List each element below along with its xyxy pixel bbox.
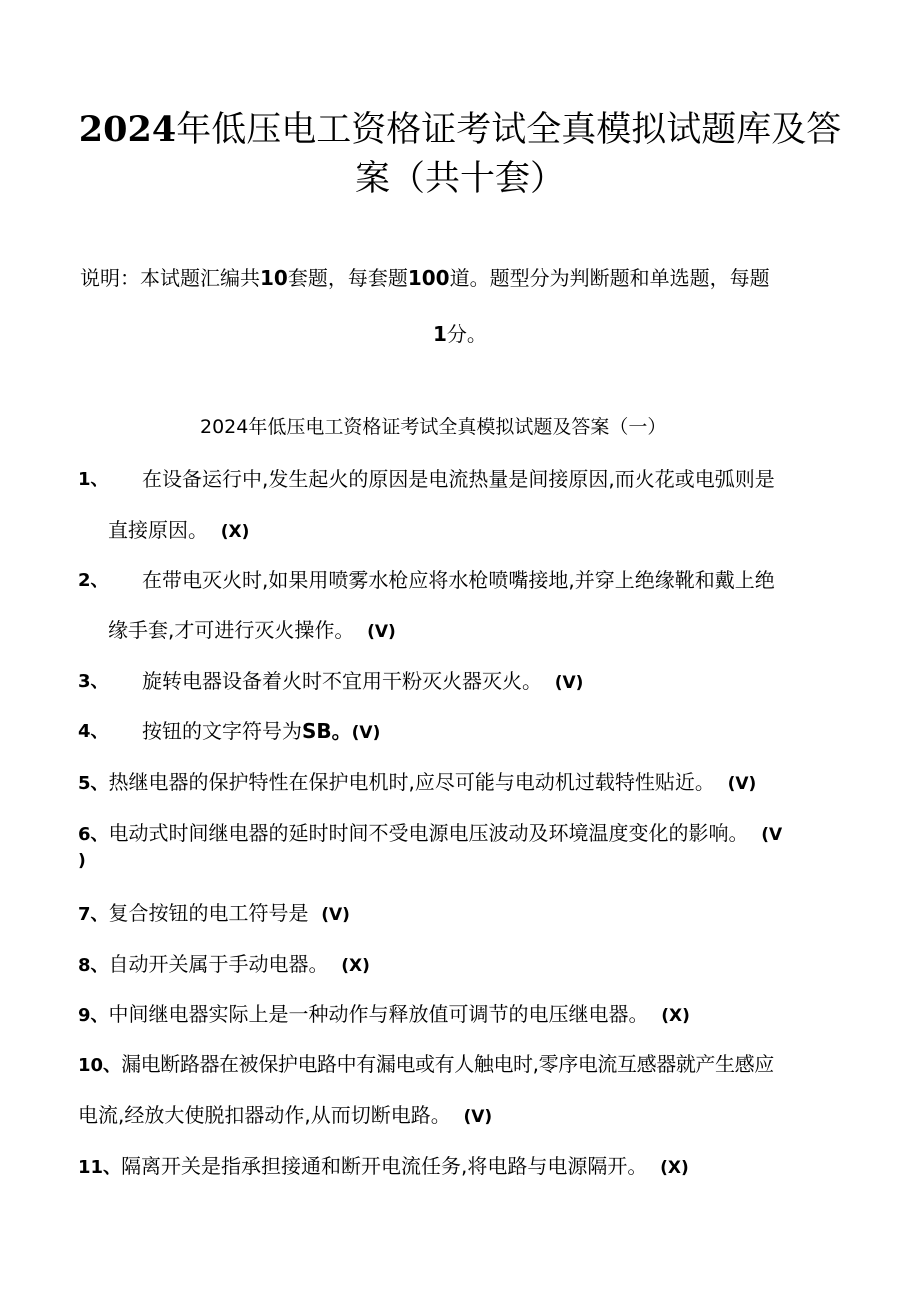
answer-mark: (X): [341, 956, 370, 976]
question-text-cont: 电流,经放大使脱扣器动作,从而切断电路。 (V): [78, 1103, 493, 1127]
title-text: 年低压电工资格证考试全真模拟试题库及答: [176, 110, 842, 150]
answer-mark: (X): [660, 1158, 689, 1178]
question-text: 漏电断路器在被保护电路中有漏电或有人触电时,零序电流互感器就产生感应: [121, 1052, 774, 1076]
document-title-line-1: [0, 109, 920, 150]
question-number: 8、: [78, 955, 109, 976]
question-text: 自动开关属于手动电器。: [108, 952, 329, 976]
question-line: [78, 1156, 689, 1177]
question-number: 4、: [78, 721, 109, 742]
question-text-cont: 缘手套,才可进行灭火操作。 (V): [108, 618, 396, 642]
question-text: 电动式时间继电器的延时时间不受电源电压波动及环境温度变化的影响。: [108, 821, 749, 845]
intro-line-1: 说明：本试题汇编共10套题，每套题100道。题型分为判断题和单选题，每题: [80, 266, 770, 290]
answer-mark: (V): [554, 673, 584, 693]
question-line: [78, 823, 782, 844]
question-text: 旋转电器设备着火时不宜用干粉灭火器灭火。 (V): [142, 669, 584, 693]
answer-mark: (V: [761, 825, 783, 845]
question-text: 热继电器的保护特性在保护电机时,应尽可能与电动机过载特性贴近。: [108, 770, 715, 794]
question-line: [78, 1054, 774, 1075]
question-number: 2、: [78, 570, 109, 591]
answer-mark: (V): [367, 622, 396, 642]
answer-mark: (V): [321, 905, 350, 925]
intro-sets: 10: [260, 266, 288, 290]
question-text: 复合按钮的电工符号是: [108, 901, 309, 925]
title-year: 2024: [78, 109, 177, 150]
question-text: 中间继电器实际上是一种动作与释放值可调节的电压继电器。: [108, 1002, 649, 1026]
answer-mark: (V): [463, 1107, 493, 1127]
question-text: 隔离开关是指承担接通和断开电流任务,将电路与电源隔开。: [121, 1154, 648, 1178]
answer-mark: (X): [661, 1006, 690, 1026]
answer-mark: (V): [351, 723, 381, 743]
question-text: 在设备运行中,发生起火的原因是电流热量是间接原因,而火花或电弧则是: [142, 467, 775, 491]
answer-mark: (V): [727, 774, 757, 794]
question-line: [78, 954, 370, 975]
question-number: 5、: [78, 773, 109, 794]
question-text: 按钮的文字符号为SB。(V): [142, 719, 381, 743]
answer-mark-cont: ): [78, 851, 86, 871]
intro-count: 100: [407, 266, 450, 290]
question-line: [78, 772, 756, 793]
question-number: 6、: [78, 824, 109, 845]
question-line: [78, 903, 350, 924]
question-number: 7、: [78, 904, 109, 925]
intro-score: 1: [433, 322, 447, 346]
intro-line-2: 1分。: [433, 322, 487, 346]
section-title: 2024年低压电工资格证考试全真模拟试题及答案（一）: [200, 416, 667, 438]
question-number: 1、: [78, 469, 109, 490]
question-text-cont: 直接原因。 (X): [108, 518, 250, 542]
question-number: 11、: [78, 1157, 122, 1178]
question-number: 3、: [78, 671, 109, 692]
answer-mark: (X): [220, 522, 250, 542]
question-number: 10、: [78, 1055, 122, 1076]
symbol-sb: SB。: [302, 719, 352, 743]
document-title-line-2: 案（共十套）: [354, 159, 565, 199]
question-number: 9、: [78, 1005, 109, 1026]
question-line: [78, 1004, 690, 1025]
question-text: 在带电灭火时,如果用喷雾水枪应将水枪喷嘴接地,并穿上绝缘靴和戴上绝: [142, 568, 775, 592]
